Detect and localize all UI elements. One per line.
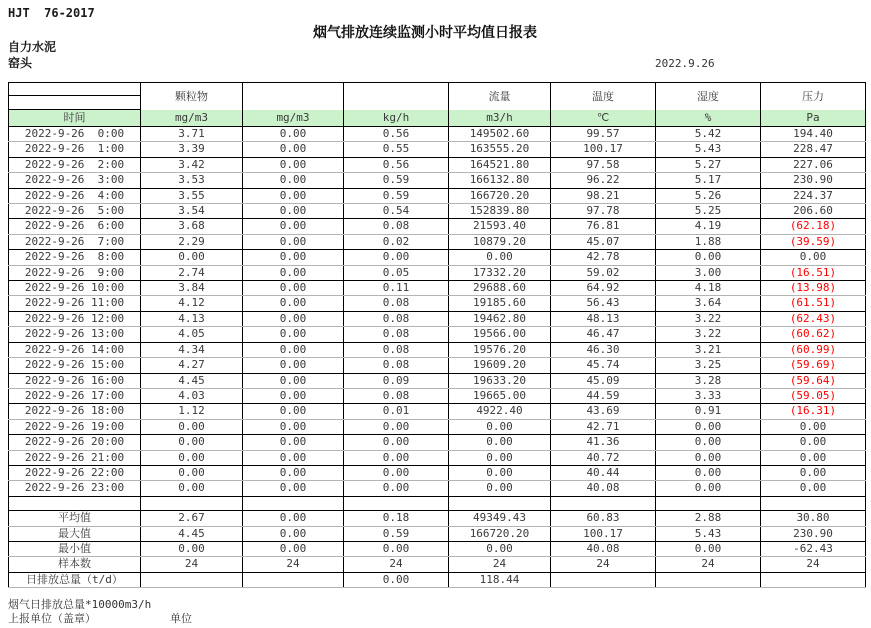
- value-cell: 19185.60: [449, 296, 551, 311]
- summary-value-cell: [243, 572, 344, 587]
- empty-cell: [761, 496, 866, 510]
- value-cell: 3.28: [656, 373, 761, 388]
- table-row: [9, 265, 866, 280]
- value-cell: 0.00: [141, 435, 243, 450]
- summary-row: [9, 572, 866, 587]
- empty-cell: [9, 496, 141, 510]
- value-cell: 2.74: [141, 265, 243, 280]
- summary-value-cell: 166720.20: [449, 526, 551, 541]
- summary-value-cell: 0.00: [243, 511, 344, 526]
- value-cell: 0.00: [243, 465, 344, 480]
- summary-row: [9, 511, 866, 526]
- value-cell: 3.68: [141, 219, 243, 234]
- value-cell: 100.17: [551, 142, 656, 157]
- time-cell: 2022-9-26 9:00: [9, 265, 141, 280]
- time-cell: 2022-9-26 6:00: [9, 219, 141, 234]
- summary-value-cell: 0.00: [141, 541, 243, 556]
- value-cell: 0.00: [656, 481, 761, 496]
- value-cell: 0.00: [761, 465, 866, 480]
- value-cell: 0.00: [656, 419, 761, 434]
- value-cell: 43.69: [551, 404, 656, 419]
- value-cell: 42.78: [551, 250, 656, 265]
- time-cell: 2022-9-26 21:00: [9, 450, 141, 465]
- group-header-row: [9, 83, 866, 96]
- time-cell: 2022-9-26 4:00: [9, 188, 141, 203]
- value-cell: 45.09: [551, 373, 656, 388]
- value-cell: 3.00: [656, 265, 761, 280]
- header-temperature: 温度: [551, 83, 656, 110]
- value-cell: 4.18: [656, 281, 761, 296]
- summary-value-cell: 0.00: [243, 541, 344, 556]
- table-row: [9, 358, 866, 373]
- value-cell: 0.00: [243, 450, 344, 465]
- summary-label-cell: 最大值: [9, 526, 141, 541]
- summary-row: [9, 526, 866, 541]
- value-cell: 41.36: [551, 435, 656, 450]
- time-cell: 2022-9-26 20:00: [9, 435, 141, 450]
- table-row: [9, 419, 866, 434]
- value-cell: 0.00: [449, 481, 551, 496]
- value-cell: (60.99): [761, 342, 866, 357]
- summary-value-cell: 4.45: [141, 526, 243, 541]
- summary-value-cell: 0.00: [344, 541, 449, 556]
- summary-value-cell: 24: [449, 557, 551, 572]
- value-cell: 0.00: [243, 419, 344, 434]
- value-cell: 0.00: [243, 157, 344, 172]
- table-row: [9, 296, 866, 311]
- report-table: [8, 82, 866, 588]
- table-row: [9, 450, 866, 465]
- value-cell: 0.00: [243, 281, 344, 296]
- value-cell: 3.54: [141, 204, 243, 219]
- value-cell: 230.90: [761, 173, 866, 188]
- value-cell: 17332.20: [449, 265, 551, 280]
- summary-value-cell: 0.00: [656, 541, 761, 556]
- value-cell: 64.92: [551, 281, 656, 296]
- value-cell: 46.47: [551, 327, 656, 342]
- table-row: [9, 373, 866, 388]
- header-time-top: [9, 83, 141, 96]
- value-cell: (59.05): [761, 388, 866, 403]
- value-cell: 3.22: [656, 311, 761, 326]
- summary-value-cell: 60.83: [551, 511, 656, 526]
- summary-value-cell: 100.17: [551, 526, 656, 541]
- summary-value-cell: [141, 572, 243, 587]
- value-cell: 0.08: [344, 327, 449, 342]
- value-cell: 19566.00: [449, 327, 551, 342]
- time-cell: 2022-9-26 15:00: [9, 358, 141, 373]
- value-cell: (16.31): [761, 404, 866, 419]
- unit-header-row: [9, 110, 866, 127]
- value-cell: (62.43): [761, 311, 866, 326]
- unit-mgm3-b: mg/m3: [243, 110, 344, 127]
- value-cell: 99.57: [551, 127, 656, 142]
- summary-value-cell: 24: [761, 557, 866, 572]
- value-cell: 0.00: [656, 435, 761, 450]
- value-cell: 0.00: [761, 435, 866, 450]
- time-cell: 2022-9-26 12:00: [9, 311, 141, 326]
- report-unit-label: 上报单位（盖章）: [8, 612, 96, 625]
- summary-value-cell: -62.43: [761, 541, 866, 556]
- value-cell: 4.19: [656, 219, 761, 234]
- table-row: [9, 204, 866, 219]
- value-cell: 0.00: [243, 142, 344, 157]
- value-cell: (13.98): [761, 281, 866, 296]
- value-cell: 152839.80: [449, 204, 551, 219]
- value-cell: (61.51): [761, 296, 866, 311]
- value-cell: 0.59: [344, 173, 449, 188]
- value-cell: 0.00: [141, 465, 243, 480]
- value-cell: 0.59: [344, 188, 449, 203]
- value-cell: 163555.20: [449, 142, 551, 157]
- table-row: [9, 142, 866, 157]
- page-title: 烟气排放连续监测小时平均值日报表: [313, 25, 537, 41]
- table-row: [9, 173, 866, 188]
- summary-value-cell: 0.18: [344, 511, 449, 526]
- value-cell: 0.00: [344, 465, 449, 480]
- value-cell: 45.07: [551, 234, 656, 249]
- value-cell: 0.00: [141, 450, 243, 465]
- value-cell: 0.00: [656, 450, 761, 465]
- value-cell: 194.40: [761, 127, 866, 142]
- value-cell: 1.88: [656, 234, 761, 249]
- value-cell: 0.00: [243, 373, 344, 388]
- value-cell: 5.43: [656, 142, 761, 157]
- summary-value-cell: 24: [656, 557, 761, 572]
- value-cell: 3.84: [141, 281, 243, 296]
- value-cell: 5.42: [656, 127, 761, 142]
- summary-value-cell: 0.00: [243, 526, 344, 541]
- value-cell: 166720.20: [449, 188, 551, 203]
- unit-celsius: ℃: [551, 110, 656, 127]
- value-cell: 0.00: [243, 127, 344, 142]
- value-cell: (59.69): [761, 358, 866, 373]
- value-cell: 96.22: [551, 173, 656, 188]
- table-row: [9, 342, 866, 357]
- footer-note: 烟气日排放总量*10000m3/h: [8, 598, 152, 611]
- value-cell: 0.56: [344, 157, 449, 172]
- value-cell: 40.08: [551, 481, 656, 496]
- time-cell: 2022-9-26 0:00: [9, 127, 141, 142]
- value-cell: 5.27: [656, 157, 761, 172]
- spacer-row: [9, 496, 866, 510]
- table-row: [9, 219, 866, 234]
- summary-row: [9, 541, 866, 556]
- value-cell: 0.00: [243, 342, 344, 357]
- table-row: [9, 435, 866, 450]
- value-cell: 224.37: [761, 188, 866, 203]
- value-cell: 4.12: [141, 296, 243, 311]
- summary-value-cell: 24: [344, 557, 449, 572]
- value-cell: 0.00: [243, 234, 344, 249]
- value-cell: 19633.20: [449, 373, 551, 388]
- company-name: 自力水泥: [8, 40, 57, 54]
- value-cell: 4.03: [141, 388, 243, 403]
- value-cell: 3.39: [141, 142, 243, 157]
- standard-code: HJT 76-2017: [8, 6, 95, 20]
- summary-value-cell: 2.88: [656, 511, 761, 526]
- value-cell: 0.00: [449, 250, 551, 265]
- value-cell: 0.00: [449, 419, 551, 434]
- value-cell: 19609.20: [449, 358, 551, 373]
- value-cell: 19576.20: [449, 342, 551, 357]
- unit-percent: %: [656, 110, 761, 127]
- time-cell: 2022-9-26 10:00: [9, 281, 141, 296]
- summary-value-cell: 118.44: [449, 572, 551, 587]
- value-cell: 0.00: [141, 250, 243, 265]
- table-row: [9, 157, 866, 172]
- value-cell: (62.18): [761, 219, 866, 234]
- value-cell: 149502.60: [449, 127, 551, 142]
- header-humidity: 湿度: [656, 83, 761, 110]
- summary-value-cell: 5.43: [656, 526, 761, 541]
- time-cell: 2022-9-26 14:00: [9, 342, 141, 357]
- summary-value-cell: 24: [551, 557, 656, 572]
- summary-label-cell: 最小值: [9, 541, 141, 556]
- value-cell: 0.08: [344, 358, 449, 373]
- table-row: [9, 188, 866, 203]
- value-cell: 45.74: [551, 358, 656, 373]
- summary-value-cell: 0.00: [344, 572, 449, 587]
- value-cell: 3.22: [656, 327, 761, 342]
- table-row: [9, 127, 866, 142]
- empty-cell: [344, 496, 449, 510]
- value-cell: 0.00: [243, 435, 344, 450]
- value-cell: 0.00: [243, 204, 344, 219]
- value-cell: 3.33: [656, 388, 761, 403]
- summary-value-cell: 24: [141, 557, 243, 572]
- value-cell: 3.25: [656, 358, 761, 373]
- value-cell: 0.00: [344, 481, 449, 496]
- unit-kgh: kg/h: [344, 110, 449, 127]
- summary-value-cell: 49349.43: [449, 511, 551, 526]
- value-cell: 0.91: [656, 404, 761, 419]
- time-cell: 2022-9-26 1:00: [9, 142, 141, 157]
- value-cell: 3.71: [141, 127, 243, 142]
- value-cell: 0.08: [344, 311, 449, 326]
- table-row: [9, 311, 866, 326]
- header-empty-1: [243, 83, 344, 110]
- value-cell: 0.08: [344, 342, 449, 357]
- value-cell: 0.00: [344, 435, 449, 450]
- summary-value-cell: 0.59: [344, 526, 449, 541]
- value-cell: 10879.20: [449, 234, 551, 249]
- summary-value-cell: 40.08: [551, 541, 656, 556]
- value-cell: 3.42: [141, 157, 243, 172]
- value-cell: 0.00: [449, 435, 551, 450]
- header-time-bottom: [9, 96, 141, 110]
- value-cell: 97.78: [551, 204, 656, 219]
- value-cell: (39.59): [761, 234, 866, 249]
- value-cell: 97.58: [551, 157, 656, 172]
- value-cell: 0.00: [761, 250, 866, 265]
- station-name: 窑头: [8, 56, 33, 70]
- value-cell: 29688.60: [449, 281, 551, 296]
- unit-mgm3-a: mg/m3: [141, 110, 243, 127]
- value-cell: 0.00: [344, 419, 449, 434]
- value-cell: 227.06: [761, 157, 866, 172]
- value-cell: 0.00: [243, 250, 344, 265]
- value-cell: 0.08: [344, 296, 449, 311]
- value-cell: 206.60: [761, 204, 866, 219]
- header-empty-2: [344, 83, 449, 110]
- value-cell: 0.11: [344, 281, 449, 296]
- value-cell: 59.02: [551, 265, 656, 280]
- summary-label-cell: 平均值: [9, 511, 141, 526]
- value-cell: 164521.80: [449, 157, 551, 172]
- value-cell: 2.29: [141, 234, 243, 249]
- value-cell: 40.44: [551, 465, 656, 480]
- value-cell: 0.00: [243, 388, 344, 403]
- value-cell: (60.62): [761, 327, 866, 342]
- value-cell: 0.00: [141, 481, 243, 496]
- unit-pa: Pa: [761, 110, 866, 127]
- table-row: [9, 404, 866, 419]
- table-row: [9, 250, 866, 265]
- value-cell: 4.27: [141, 358, 243, 373]
- empty-cell: [141, 496, 243, 510]
- value-cell: 0.00: [656, 465, 761, 480]
- value-cell: 0.05: [344, 265, 449, 280]
- value-cell: 3.55: [141, 188, 243, 203]
- value-cell: 0.00: [243, 265, 344, 280]
- value-cell: 98.21: [551, 188, 656, 203]
- value-cell: 3.64: [656, 296, 761, 311]
- summary-value-cell: [761, 572, 866, 587]
- value-cell: 166132.80: [449, 173, 551, 188]
- value-cell: 0.00: [243, 358, 344, 373]
- summary-value-cell: 30.80: [761, 511, 866, 526]
- empty-cell: [656, 496, 761, 510]
- value-cell: 0.00: [243, 311, 344, 326]
- value-cell: 1.12: [141, 404, 243, 419]
- value-cell: 0.00: [141, 419, 243, 434]
- header-flow: 流量: [449, 83, 551, 110]
- value-cell: 0.55: [344, 142, 449, 157]
- value-cell: 4.45: [141, 373, 243, 388]
- value-cell: 0.00: [243, 404, 344, 419]
- value-cell: 0.00: [243, 188, 344, 203]
- time-cell: 2022-9-26 8:00: [9, 250, 141, 265]
- value-cell: 0.00: [449, 465, 551, 480]
- value-cell: 48.13: [551, 311, 656, 326]
- value-cell: 228.47: [761, 142, 866, 157]
- value-cell: (59.64): [761, 373, 866, 388]
- value-cell: 0.00: [243, 327, 344, 342]
- header-particulate: 颗粒物: [141, 83, 243, 110]
- table-row: [9, 327, 866, 342]
- unit-m3h: m3/h: [449, 110, 551, 127]
- value-cell: 4922.40: [449, 404, 551, 419]
- value-cell: 19665.00: [449, 388, 551, 403]
- value-cell: 21593.40: [449, 219, 551, 234]
- summary-label-cell: 样本数: [9, 557, 141, 572]
- time-cell: 2022-9-26 2:00: [9, 157, 141, 172]
- value-cell: 4.05: [141, 327, 243, 342]
- time-cell: 2022-9-26 11:00: [9, 296, 141, 311]
- value-cell: (16.51): [761, 265, 866, 280]
- value-cell: 0.00: [344, 250, 449, 265]
- value-cell: 0.00: [344, 450, 449, 465]
- value-cell: 0.00: [243, 219, 344, 234]
- time-cell: 2022-9-26 5:00: [9, 204, 141, 219]
- empty-cell: [551, 496, 656, 510]
- summary-value-cell: 2.67: [141, 511, 243, 526]
- time-cell: 2022-9-26 19:00: [9, 419, 141, 434]
- time-cell: 2022-9-26 7:00: [9, 234, 141, 249]
- table-row: [9, 388, 866, 403]
- value-cell: 0.00: [761, 481, 866, 496]
- value-cell: 0.00: [243, 481, 344, 496]
- time-cell: 2022-9-26 13:00: [9, 327, 141, 342]
- value-cell: 42.71: [551, 419, 656, 434]
- summary-row: [9, 557, 866, 572]
- value-cell: 0.08: [344, 219, 449, 234]
- value-cell: 0.00: [243, 296, 344, 311]
- value-cell: 0.54: [344, 204, 449, 219]
- summary-value-cell: [551, 572, 656, 587]
- report-date: 2022.9.26: [655, 57, 715, 70]
- summary-value-cell: 24: [243, 557, 344, 572]
- value-cell: 3.21: [656, 342, 761, 357]
- value-cell: 5.26: [656, 188, 761, 203]
- summary-value-cell: [656, 572, 761, 587]
- value-cell: 0.00: [656, 250, 761, 265]
- value-cell: 0.00: [449, 450, 551, 465]
- value-cell: 4.34: [141, 342, 243, 357]
- value-cell: 0.00: [243, 173, 344, 188]
- table-row: [9, 281, 866, 296]
- header-pressure: 压力: [761, 83, 866, 110]
- value-cell: 0.00: [761, 450, 866, 465]
- value-cell: 0.09: [344, 373, 449, 388]
- summary-value-cell: 230.90: [761, 526, 866, 541]
- table-row: [9, 481, 866, 496]
- unit-label: 单位: [170, 612, 192, 625]
- value-cell: 5.17: [656, 173, 761, 188]
- value-cell: 4.13: [141, 311, 243, 326]
- value-cell: 0.00: [761, 419, 866, 434]
- value-cell: 5.25: [656, 204, 761, 219]
- value-cell: 0.02: [344, 234, 449, 249]
- time-cell: 2022-9-26 22:00: [9, 465, 141, 480]
- time-cell: 2022-9-26 3:00: [9, 173, 141, 188]
- value-cell: 0.01: [344, 404, 449, 419]
- value-cell: 0.56: [344, 127, 449, 142]
- value-cell: 46.30: [551, 342, 656, 357]
- empty-cell: [243, 496, 344, 510]
- value-cell: 44.59: [551, 388, 656, 403]
- value-cell: 0.08: [344, 388, 449, 403]
- time-cell: 2022-9-26 18:00: [9, 404, 141, 419]
- time-cell: 2022-9-26 17:00: [9, 388, 141, 403]
- value-cell: 40.72: [551, 450, 656, 465]
- summary-value-cell: 0.00: [449, 541, 551, 556]
- value-cell: 3.53: [141, 173, 243, 188]
- value-cell: 19462.80: [449, 311, 551, 326]
- table-row: [9, 234, 866, 249]
- unit-time: 时间: [9, 110, 141, 127]
- value-cell: 76.81: [551, 219, 656, 234]
- empty-cell: [449, 496, 551, 510]
- table-row: [9, 465, 866, 480]
- time-cell: 2022-9-26 23:00: [9, 481, 141, 496]
- summary-label-cell: 日排放总量（t/d）: [9, 572, 141, 587]
- time-cell: 2022-9-26 16:00: [9, 373, 141, 388]
- value-cell: 56.43: [551, 296, 656, 311]
